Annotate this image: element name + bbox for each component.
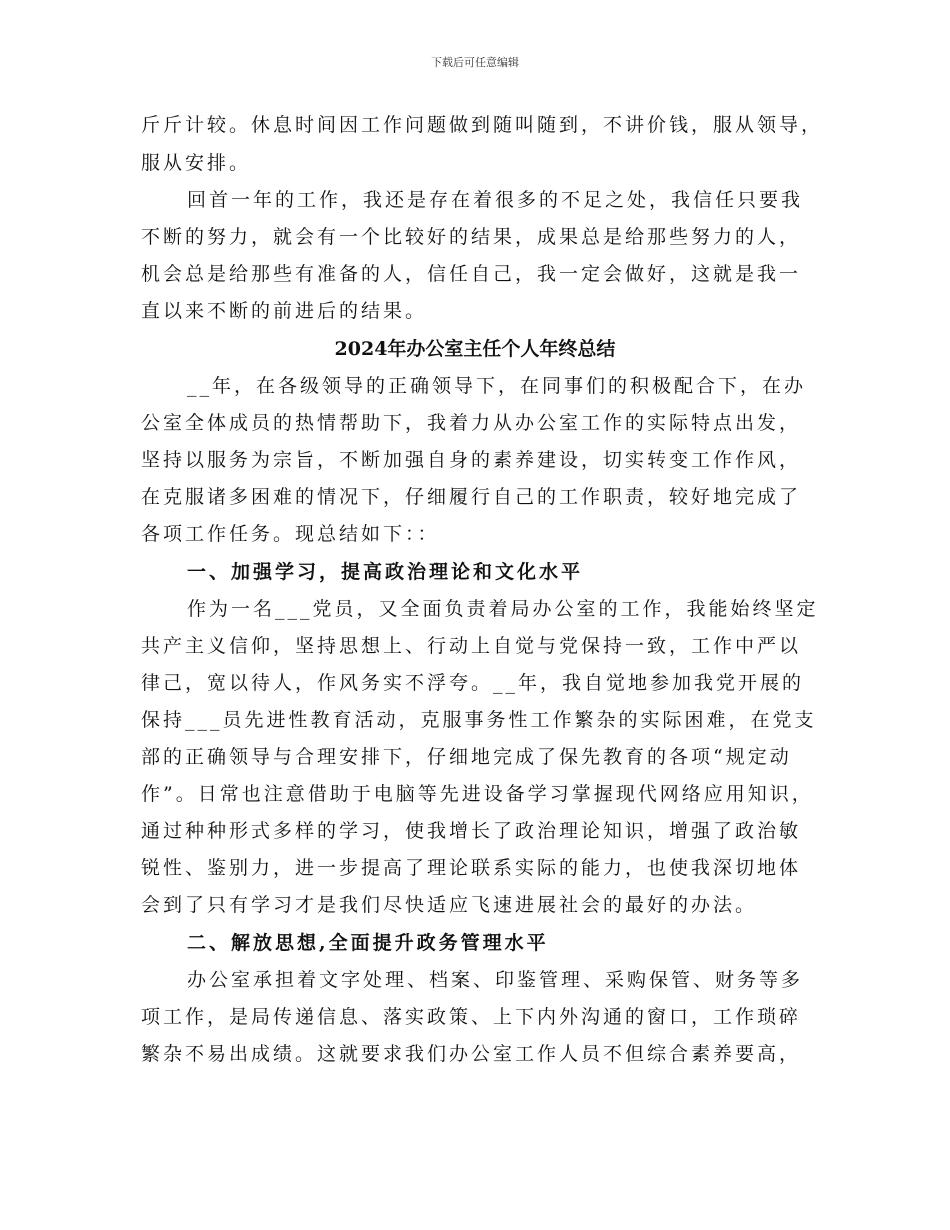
- body-line: 办公室承担着文字处理、档案、印鉴管理、采购保管、财务等多: [187, 969, 804, 991]
- body-line: 斤斤计较。休息时间因工作问题做到随叫随到，不讲价钱，服从领导，: [141, 114, 824, 136]
- section-heading: 二、解放思想,全面提升政务管理水平: [187, 932, 549, 954]
- body-line: __年，在各级领导的正确领导下，在同事们的积极配合下，在办: [187, 375, 807, 397]
- body-line: 共产主义信仰，坚持思想上、行动上自觉与党保持一致，工作中严以: [141, 635, 802, 657]
- body-line: 直以来不断的前进后的结果。: [141, 300, 428, 322]
- body-line: 各项工作任务。现总结如下：：: [141, 523, 440, 545]
- body-line: 保持___员先进性教育活动，克服事务性工作繁杂的实际困难，在党支: [141, 709, 817, 731]
- body-line: 作为一名___党员，又全面负责着局办公室的工作，我能始终坚定: [187, 598, 819, 620]
- body-line: 会到了只有学习才是我们尽快适应飞速进展社会的最好的办法。: [141, 894, 758, 916]
- body-line: 部的正确领导与合理安排下，仔细地完成了保先教育的各项“规定动: [141, 746, 792, 768]
- body-line: 通过种种形式多样的学习，使我增长了政治理论知识，增强了政治敏: [141, 820, 802, 842]
- page-header: 下载后可任意编辑: [431, 56, 519, 69]
- body-line: 坚持以服务为宗旨，不断加强自身的素养建设，切实转变工作作风，: [141, 449, 802, 471]
- body-line: 繁杂不易出成绩。这就要求我们办公室工作人员不但综合素养要高，: [141, 1043, 802, 1065]
- body-line: 律己，宽以待人，作风务实不浮夸。__年，我自觉地参加我党开展的: [141, 672, 805, 694]
- body-line: 机会总是给那些有准备的人，信任自己，我一定会做好，这就是我一: [141, 263, 802, 285]
- body-line: 项工作，是局传递信息、落实政策、上下内外沟通的窗口，工作琐碎: [141, 1006, 802, 1028]
- body-line: 作”。日常也注意借助于电脑等先进设备学习掌握现代网络应用知识，: [141, 783, 814, 805]
- section-title: 2024年办公室主任个人年终总结: [334, 338, 616, 360]
- body-line: 服从安排。: [141, 152, 252, 174]
- body-line: 不断的努力，就会有一个比较好的结果，成果总是给那些努力的人，: [141, 226, 802, 248]
- body-line: 回首一年的工作，我还是存在着很多的不足之处，我信任只要我: [187, 189, 804, 211]
- body-line: 公室全体成员的热情帮助下，我着力从办公室工作的实际特点出发，: [141, 412, 802, 434]
- body-line: 锐性、鉴别力，进一步提高了理论联系实际的能力，也使我深切地体: [141, 857, 802, 879]
- section-heading: 一、加强学习，提高政治理论和文化水平: [187, 561, 584, 583]
- body-line: 在克服诸多困难的情况下，仔细履行自己的工作职责，较好地完成了: [141, 486, 802, 508]
